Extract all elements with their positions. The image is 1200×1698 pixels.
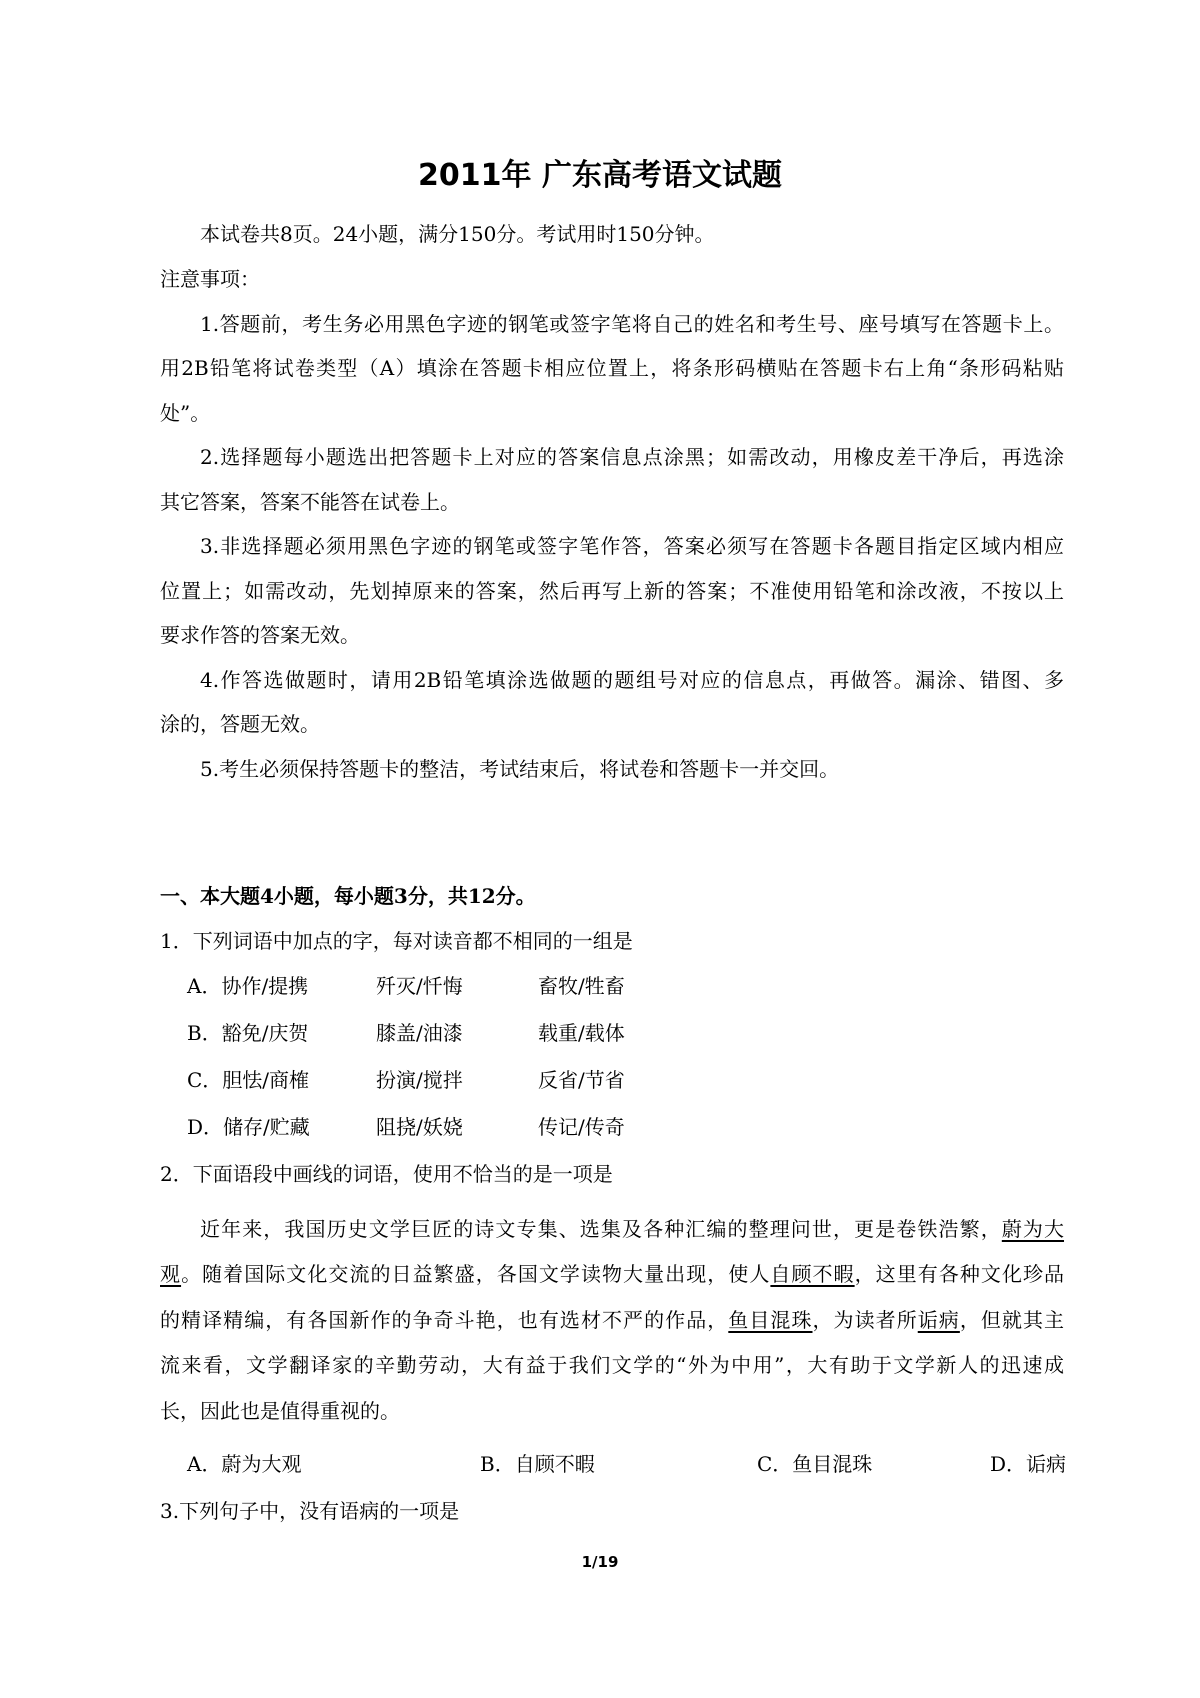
q1-option-c-2: 扮演/搅拌	[376, 1068, 463, 1092]
intro-text: 本试卷共8页。24小题，满分150分。考试用时150分钟。	[200, 222, 715, 246]
q2-passage-line-2: 观。随着国际文化交流的日益繁盛，各国文学读物大量出现，使人自顾不暇，这里有各种文化珍品	[160, 1262, 1065, 1286]
notice-1-line-1: 1.答题前，考生务必用黑色字迹的钢笔或签字笔将自己的姓名和考生号、座号填写在答题卡上。	[200, 312, 1064, 336]
q1-option-b-1: B．豁免/庆贺	[187, 1021, 309, 1045]
q1-option-d-1: D．储存/贮藏	[187, 1115, 310, 1139]
notice-3-line-3: 要求作答的答案无效。	[160, 623, 360, 647]
q3-stem: 3.下列句子中，没有语病的一项是	[160, 1499, 460, 1523]
q1-option-a-1: A．协作/提携	[187, 974, 309, 998]
q1-option-a-3: 畜牧/牲畜	[538, 974, 625, 998]
notice-4-line-2: 涂的，答题无效。	[160, 712, 320, 736]
page-title: 2011年 广东高考语文试题	[418, 158, 782, 193]
underlined-term-4: 诟病	[917, 1308, 960, 1332]
q2-passage-line-5: 长，因此也是值得重视的。	[160, 1399, 400, 1423]
q2-passage-line-3: 的精译精编，有各国新作的争奇斗艳，也有选材不严的作品，鱼目混珠，为读者所诟病，但就其主	[160, 1308, 1065, 1332]
q1-option-c-3: 反省/节省	[538, 1068, 625, 1092]
underlined-term-3: 鱼目混珠	[728, 1308, 813, 1332]
q2-passage-line-4: 流来看，文学翻译家的辛勤劳动，大有益于我们文学的“外为中用”，大有助于文学新人的迅速成	[160, 1353, 1064, 1377]
q2-stem: 2．下面语段中画线的词语，使用不恰当的是一项是	[160, 1162, 613, 1186]
section-heading: 一、本大题4小题，每小题3分，共12分。	[160, 884, 536, 908]
notice-2-line-2: 其它答案，答案不能答在试卷上。	[160, 490, 460, 514]
notice-5-line-1: 5.考生必须保持答题卡的整洁，考试结束后，将试卷和答题卡一并交回。	[200, 757, 840, 781]
q2-option-b: B．自顾不暇	[480, 1452, 595, 1476]
notice-label: 注意事项：	[160, 267, 260, 291]
q2-option-d: D．诟病	[990, 1452, 1067, 1476]
underlined-term-1-end: 观	[160, 1262, 182, 1286]
q1-stem: 1．下列词语中加点的字，每对读音都不相同的一组是	[160, 929, 633, 953]
notice-2-line-1: 2.选择题每小题选出把答题卡上对应的答案信息点涂黑；如需改动，用橡皮差干净后，再选涂	[200, 445, 1064, 469]
q1-option-b-3: 载重/载体	[538, 1021, 625, 1045]
q1-option-d-3: 传记/传奇	[538, 1115, 625, 1139]
q2-option-a: A．蔚为大观	[187, 1452, 302, 1476]
page-number: 1/19	[581, 1553, 619, 1571]
underlined-term-1: 蔚为大	[1001, 1217, 1065, 1241]
notice-3-line-2: 位置上；如需改动，先划掉原来的答案，然后再写上新的答案；不准使用铅笔和涂改液，不按以上	[160, 579, 1064, 603]
notice-4-line-1: 4.作答选做题时，请用2B铅笔填涂选做题的题组号对应的信息点，再做答。漏涂、错图、多	[200, 668, 1064, 692]
q1-option-a-2: 歼灭/忏悔	[376, 974, 463, 998]
notice-1-line-2: 用2B铅笔将试卷类型（A）填涂在答题卡相应位置上，将条形码横贴在答题卡右上角“条形码粘贴	[160, 356, 1064, 380]
q2-option-c: C．鱼目混珠	[757, 1452, 873, 1476]
q2-passage-line-1: 近年来，我国历史文学巨匠的诗文专集、选集及各种汇编的整理问世，更是卷铁浩繁，蔚为大	[200, 1217, 1065, 1241]
notice-3-line-1: 3.非选择题必须用黑色字迹的钢笔或签字笔作答，答案必须写在答题卡各题目指定区域内相应	[200, 534, 1064, 558]
underlined-term-2: 自顾不暇	[770, 1262, 855, 1286]
q1-option-c-1: C．胆怯/商榷	[187, 1068, 310, 1092]
q1-option-d-2: 阻挠/妖娆	[376, 1115, 463, 1139]
notice-1-line-3: 处”。	[160, 401, 211, 425]
q1-option-b-2: 膝盖/油漆	[376, 1021, 463, 1045]
